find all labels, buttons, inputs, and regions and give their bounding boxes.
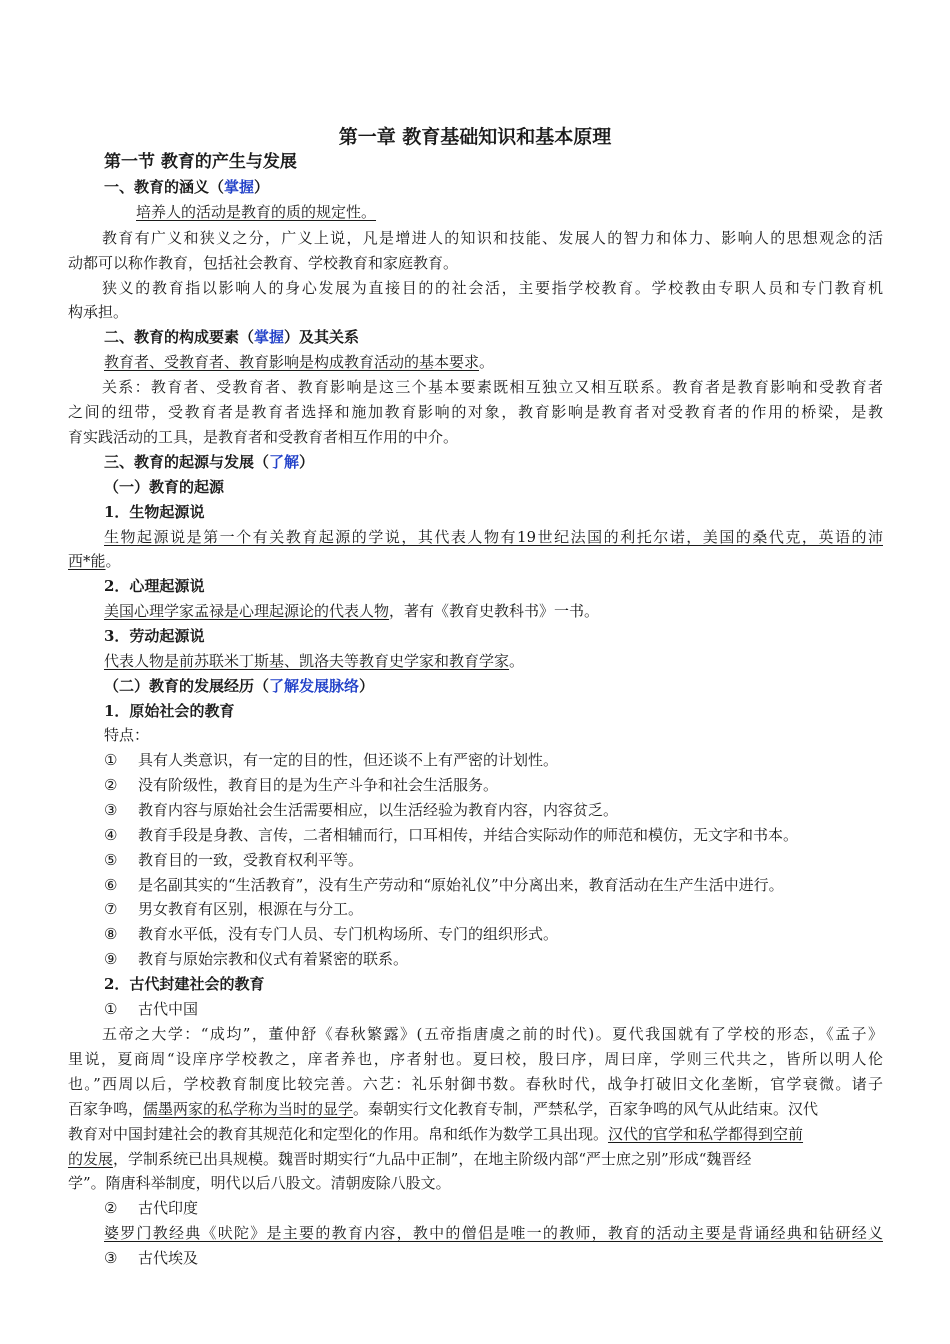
chapter-title: 第一章 教育基础知识和基本原理	[338, 126, 612, 148]
paragraph-line: 里说，夏商周“设庠序学校教之，庠者养也，序者射也。夏曰校，殷曰序，周曰庠，学则三代共之，皆所以明人伦	[68, 1050, 883, 1068]
feature-item	[104, 823, 919, 848]
heading-text: ）	[359, 677, 375, 695]
heading-text: ）	[299, 453, 315, 471]
paragraph-line: 动都可以称作教育，包括社会教育、学校教育和家庭教育。	[68, 254, 459, 272]
topic-heading: 1．生物起源说	[104, 503, 205, 521]
key-point	[104, 350, 919, 375]
paragraph-line	[68, 1097, 883, 1122]
topic-heading: 2．心理起源说	[104, 577, 205, 595]
underlined-text: 儒墨两家的私学称为当时的显学	[143, 1100, 354, 1118]
feature-item	[104, 848, 919, 873]
item-number: ⑤	[104, 851, 118, 869]
underlined-text: 培养人的活动是教育的质的规定性。	[136, 203, 377, 221]
mastery-tag: 掌握	[254, 328, 285, 346]
item-text: 没有阶级性，教育目的是为生产斗争和社会生活服务。	[138, 776, 499, 794]
paragraph-line: 构承担。	[68, 303, 129, 321]
item-number: ⑦	[104, 900, 118, 918]
paragraph-line: 关系：教育者、受教育者、教育影响是这三个基本要素既相互独立又相互联系。教育者是教育影响和受教育者	[102, 378, 883, 396]
paragraph-line: 之间的纽带，受教育者是教育者选择和施加教育影响的对象，教育影响是教育者对受教育者的作用的桥梁，是教	[68, 403, 883, 421]
key-point	[104, 525, 883, 550]
mastery-tag: 了解发展脉络	[269, 677, 360, 695]
feature-item	[104, 748, 919, 773]
item-text: 教育与原始宗教和仪式有着紧密的联系。	[138, 950, 409, 968]
feature-item	[104, 922, 919, 947]
heading-text: ）及其关系	[284, 328, 360, 346]
plain-text: 教育对中国封建社会的教育其规范化和定型化的作用。帛和纸作为数学工具出现。	[68, 1125, 609, 1143]
punctuation: 。	[479, 353, 495, 371]
underlined-text: 的发展	[68, 1150, 114, 1168]
topic-heading: 2．古代封建社会的教育	[104, 975, 265, 993]
plain-text: ，著有《教育史教科书》一书。	[389, 602, 600, 620]
paragraph-line: 狭义的教育指以影响人的身心发展为直接目的的社会活，主要指学校教育。学校教由专职人员和专门教育机	[102, 279, 883, 297]
item-text: 古代印度	[138, 1199, 199, 1217]
mastery-tag: 了解	[269, 453, 300, 471]
item-number: ①	[104, 1000, 118, 1018]
feature-item	[104, 773, 919, 798]
punctuation: 。	[105, 552, 121, 570]
paragraph-line: 育实践活动的工具，是教育者和受教育者相互作用的中介。	[68, 428, 459, 446]
item-text: 古代埃及	[138, 1249, 199, 1267]
feature-item	[104, 873, 919, 898]
item-number: ②	[104, 776, 118, 794]
list-item	[104, 997, 919, 1022]
feature-item	[104, 947, 919, 972]
item-number: ④	[104, 826, 118, 844]
item-number: ⑨	[104, 950, 118, 968]
topic-heading: 3．劳动起源说	[104, 627, 205, 645]
heading-text: 二、教育的构成要素（	[104, 328, 255, 346]
plain-text: ，学制系统已出具规模。魏晋时期实行“九品中正制”，在地主阶级内部“严士庶之别”形成“魏晋经	[113, 1150, 752, 1168]
features-label: 特点：	[104, 726, 150, 744]
underlined-text: 西*能	[68, 552, 106, 570]
list-item	[104, 1196, 919, 1221]
item-text: 古代中国	[138, 1000, 199, 1018]
item-number: ⑥	[104, 876, 118, 894]
paragraph-line: 也。”西周以后，学校教育制度比较完善。六艺：礼乐射御书数。春秋时代，战争打破旧文化垄断，官学衰微。诸子	[68, 1075, 883, 1093]
paragraph-line: 学”。隋唐科举制度，明代以后八股文。清朝废除八股文。	[68, 1174, 451, 1192]
plain-text: 。秦朝实行文化教育专制，严禁私学，百家争鸣的风气从此结束。汉代	[353, 1100, 819, 1118]
item-text: 男女教育有区别，根源在与分工。	[138, 900, 364, 918]
paragraph-line: 五帝之大学：“成均”，董仲舒《春秋繁露》(五帝指唐虞之前的时代)。夏代我国就有了学校的形态，《孟子》	[102, 1025, 883, 1043]
list-item	[104, 1246, 919, 1271]
paragraph-line	[68, 1122, 883, 1147]
key-point	[104, 1221, 883, 1246]
paragraph-line	[104, 599, 919, 624]
heading-text: 三、教育的起源与发展（	[104, 453, 270, 471]
item-text: 教育内容与原始社会生活需要相应，以生活经验为教育内容，内容贫乏。	[138, 801, 619, 819]
item-text: 教育手段是身教、言传，二者相辅而行，口耳相传，并结合实际动作的师范和模仿，无文字和书本。	[138, 826, 799, 844]
heading-1	[104, 175, 919, 200]
underlined-text: 美国心理学家孟禄是心理起源论的代表人物	[104, 602, 390, 620]
subheading: （一）教育的起源	[104, 478, 225, 496]
item-number: ⑧	[104, 925, 118, 943]
paragraph-line: 教育有广义和狭义之分，广义上说，凡是增进人的知识和技能、发展人的智力和体力、影响人的思想观念的活	[102, 229, 883, 247]
punctuation: 。	[509, 652, 525, 670]
feature-item	[104, 897, 919, 922]
item-number: ③	[104, 801, 118, 819]
underlined-text: 汉代的官学和私学都得到空前	[608, 1125, 804, 1143]
item-text: 教育水平低，没有专门人员、专门机构场所、专门的组织形式。	[138, 925, 559, 943]
key-point	[68, 549, 883, 574]
key-point	[136, 200, 950, 225]
feature-item	[104, 798, 919, 823]
underlined-text: 教育者、受教育者、教育影响是构成教育活动的基本要求	[104, 353, 480, 371]
key-point	[104, 649, 919, 674]
heading-2	[104, 325, 919, 350]
item-number: ③	[104, 1249, 118, 1267]
mastery-tag: 掌握	[224, 178, 255, 196]
heading-3	[104, 450, 919, 475]
heading-text: （二）教育的发展经历（	[104, 677, 270, 695]
item-text: 是名副其实的“生活教育”，没有生产劳动和“原始礼仪”中分离出来，教育活动在生产生活中进行。	[138, 876, 784, 894]
underlined-text: 婆罗门教经典《吠陀》是主要的教育内容，教中的僧侣是唯一的教师，教育的活动主要是背诵经典和钻研经义	[104, 1224, 883, 1242]
topic-heading: 1．原始社会的教育	[104, 702, 235, 720]
underlined-text: 生物起源说是第一个有关教育起源的学说，其代表人物有19世纪法国的利托尔诺，美国的桑代克，英语的沛	[104, 528, 883, 546]
section-heading: 第一节 教育的产生与发展	[104, 152, 297, 172]
plain-text: 百家争鸣，	[68, 1100, 144, 1118]
item-number: ②	[104, 1199, 118, 1217]
heading-text: ）	[254, 178, 270, 196]
item-text: 教育目的一致，受教育权利平等。	[138, 851, 364, 869]
heading-text: 一、教育的涵义（	[104, 178, 225, 196]
paragraph-line	[68, 1147, 883, 1172]
underlined-text: 代表人物是前苏联米丁斯基、凯洛夫等教育史学家和教育学家	[104, 652, 510, 670]
item-text: 具有人类意识，有一定的目的性，但还谈不上有严密的计划性。	[138, 751, 559, 769]
item-number: ①	[104, 751, 118, 769]
subheading	[104, 674, 919, 699]
